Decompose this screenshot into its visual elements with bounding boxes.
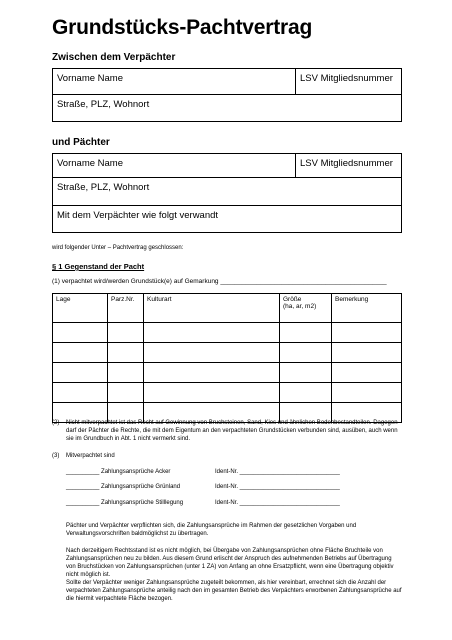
parcel-table (52, 293, 402, 423)
tenant-relation-label[interactable]: Mit dem Verpächter wie folgt verwandt (57, 210, 219, 221)
claim-acker[interactable]: __________ Zahlungsansprüche Acker (66, 469, 171, 475)
header-kulturart: Kulturart (144, 294, 280, 323)
para5-text: Nach derzeitigem Rechtsstand ist es nicht möglich, bei Übergabe von Zahlungsansprüchen ohne Fläche Bruchteile von Zahlungsansprüchen neu zu bilden. Aus diesem Grund erlischt der Anspruch des aufnehmenden Betriebs auf Übertragung von Bruchstücken von Zahlungsansprüchen (unter 1 ZA) von Anfang an ohne Ersatzpflicht, wenn eine Übertragung objektiv nicht möglich ist. Sollte der Verpächter weniger Zahlungsansprüche zugeteilt bekommen, als hier vereinbart, errechnet sich die Anzahl der verpachteten Zahlungsansprüche anteilig nach den im gesamten Betrieb des Verpächters erworbenen Zahlungsansprüche auf die hiermit verpachtete Fläche bezogen. (66, 548, 402, 602)
tenant-member-label[interactable]: LSV Mitgliedsnummer (300, 158, 393, 169)
page-title: Grundstücks-Pachtvertrag (52, 16, 313, 39)
para3-intro: Mitverpachtet sind (66, 453, 115, 459)
claim-gruenland[interactable]: __________ Zahlungsansprüche Grünland (66, 484, 181, 490)
claim-acker-ident[interactable]: Ident-Nr. ______________________________ (215, 469, 340, 475)
tenant-row-address (53, 178, 401, 206)
table-row[interactable] (53, 383, 402, 403)
tenant-heading: und Pächter (52, 137, 110, 148)
header-bemerkung: Bemerkung (332, 294, 402, 323)
lessor-name-label[interactable]: Vorname Name (57, 73, 124, 84)
claim-stilllegung-ident[interactable]: Ident-Nr. ______________________________ (215, 500, 340, 506)
tenant-name-label[interactable]: Vorname Name (57, 158, 124, 169)
intro-text: wird folgender Unter – Pachtvertrag geschlossen: (52, 245, 184, 251)
para2-number: (2) (52, 420, 60, 426)
divider (295, 154, 296, 177)
para2-text: Nicht mitverpachtet ist das Recht auf Gewinnung von Bruchsteinen, Sand, Kies und ähnlichen Bodenbestandteilen. Dagegen darf der Pächter die Rechte, die mit dem Eigentum an den verpachteten Grundstücken verbunden sind, ausüben, auch wenn sie im Grundbuch in Abt. 1 nicht vermerkt sind. (66, 420, 398, 442)
claim-gruenland-ident[interactable]: Ident-Nr. ______________________________ (215, 484, 340, 490)
section1-title: § 1 Gegenstand der Pacht (52, 262, 145, 271)
lessor-box (52, 68, 402, 122)
lessor-address-label[interactable]: Straße, PLZ, Wohnort (57, 99, 150, 110)
header-lage: Lage (53, 294, 108, 323)
table-row[interactable] (53, 363, 402, 383)
tenant-address-label[interactable]: Straße, PLZ, Wohnort (57, 182, 150, 193)
header-parznr: Parz.Nr. (108, 294, 144, 323)
table-row[interactable] (53, 323, 402, 343)
para3-number: (3) (52, 453, 60, 459)
header-groesse: Größe (ha, ar, m2) (280, 294, 332, 323)
tenant-box (52, 153, 402, 233)
para4-text: Pächter und Verpächter verpflichten sich, die Zahlungsansprüche im Rahmen der gesetzlichen Vorgaben und Verwaltungsvorschriften baldmöglichst zu übertragen. (66, 523, 357, 537)
divider (295, 69, 296, 94)
claim-stilllegung[interactable]: __________ Zahlungsansprüche Stilllegung (66, 500, 184, 506)
table-header-row (53, 294, 402, 323)
lessor-heading: Zwischen dem Verpächter (52, 52, 176, 63)
lessor-row-name (53, 69, 401, 95)
table-row[interactable] (53, 343, 402, 363)
tenant-row-name (53, 154, 401, 178)
lessor-row-address (53, 95, 401, 123)
lessor-member-label[interactable]: LSV Mitgliedsnummer (300, 73, 393, 84)
para1-text: (1) verpachtet wird/werden Grundstück(e) auf Gemarkung ______________________________________________ (52, 278, 387, 285)
tenant-row-relation (53, 206, 401, 234)
